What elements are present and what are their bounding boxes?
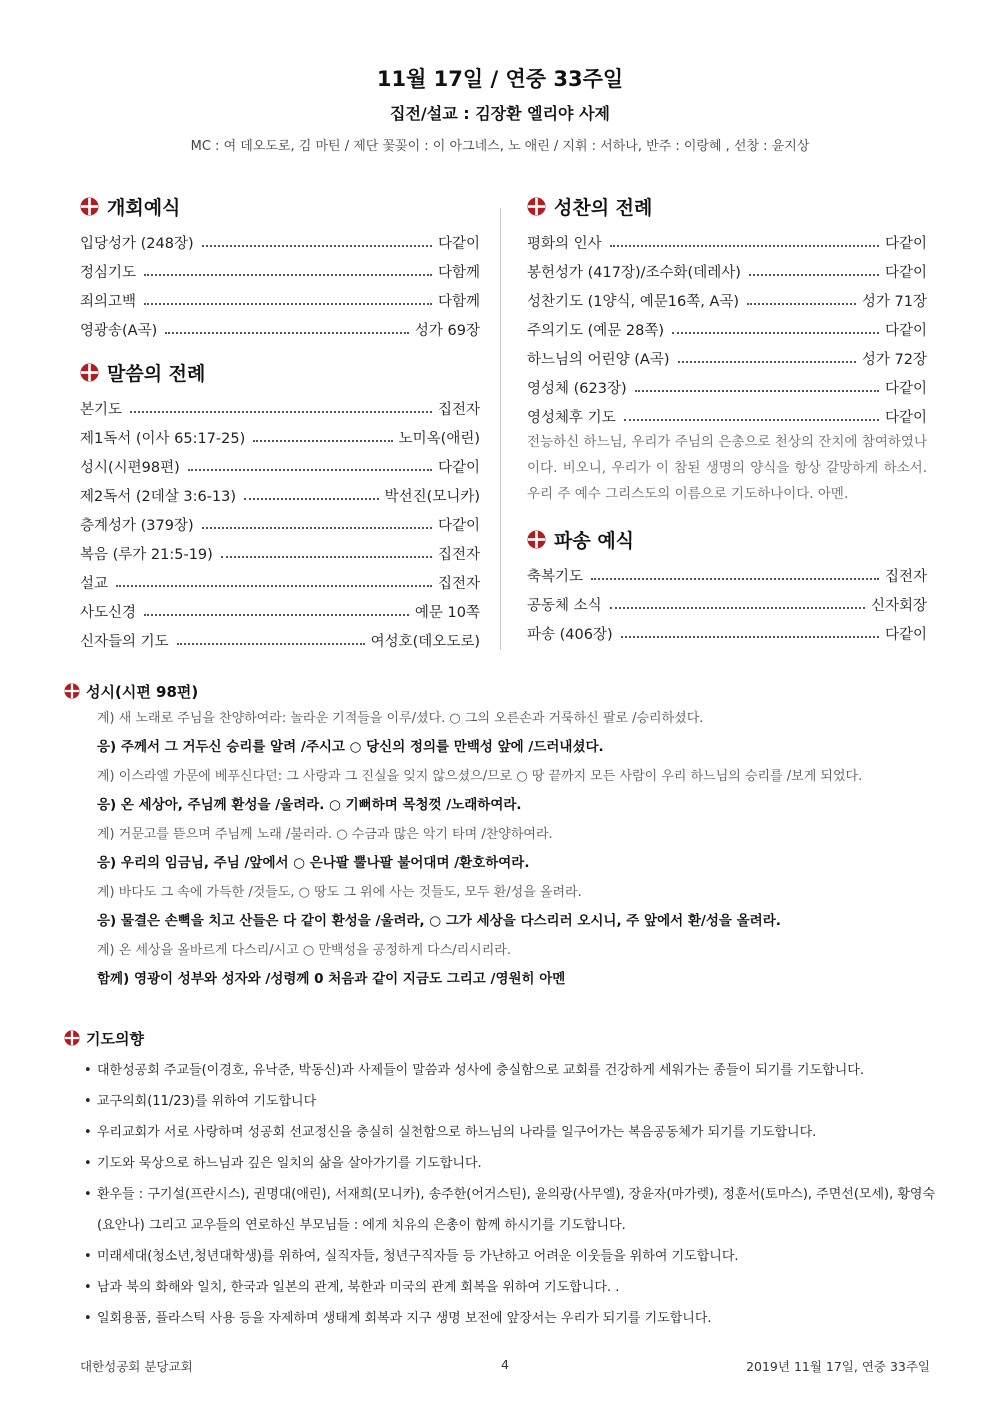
right-column (527, 188, 927, 644)
item-performer: 예문 10쪽 (414, 605, 480, 621)
intentions-heading (64, 1025, 936, 1051)
celebrant-line: 집전/설교 : 김장환 엘리야 사제 (390, 104, 610, 123)
psalm-verse-line: 계) 새 노래로 주님을 찬양하여라: 놀라운 기적들을 이루/셨다. ○ 그의 오른손과 거룩하신 팔로 /승리하셨다. (97, 711, 704, 726)
section-title: 파송 예식 (554, 529, 635, 552)
item-name: 성시(시편98편) (80, 460, 180, 476)
cross-icon (527, 197, 546, 216)
item-name: 층계성가 (379장) (80, 518, 194, 534)
item-name: 입당성가 (248장) (80, 236, 194, 252)
item-name: 영광송(A곡) (80, 323, 158, 339)
dot-leader (253, 440, 392, 442)
section-gap (527, 507, 927, 521)
dot-leader (635, 390, 879, 392)
item-performer: 성가 69장 (414, 323, 480, 339)
liturgy-item (527, 557, 927, 586)
section-heading (527, 521, 927, 557)
footer-church: 대한성공회 분당교회 (80, 1359, 193, 1374)
section-title: 성찬의 전례 (554, 196, 653, 219)
item-performer: 다같이 (884, 381, 927, 397)
item-performer: 여성호(데오도로) (370, 634, 480, 650)
section-title: 개회예식 (107, 196, 181, 219)
liturgy-item (527, 398, 927, 427)
dot-leader (144, 274, 432, 276)
intentions-title: 기도의향 (86, 1029, 144, 1048)
item-name: 영성체후 기도 (527, 410, 616, 426)
liturgy-item (80, 448, 480, 477)
item-performer: 노미옥(애린) (398, 431, 480, 447)
item-name: 복음 (루가 21:5-19) (80, 547, 213, 563)
intention-item: • 환우들 : 구기설(프란시스), 권명대(애린), 서재희(모니카), 송주한(어거스틴), 윤의광(사무엘), 장윤자(마가렛), 정훈서(토마스), 주면선(모세), 황영숙(요안나) 그리고 교우들의 연로하신 부모님들 : 에게 치유의 은총이 함께 하시기를 기도합니다. (84, 1179, 936, 1241)
liturgy-item (80, 224, 480, 253)
liturgy-item (80, 535, 480, 564)
psalm-response-line: 응) 우리의 임금님, 주님 /앞에서 ○ 은나팔 뿔나팔 불어대며 /환호하여라. (97, 855, 530, 871)
item-name: 정심기도 (80, 265, 137, 281)
item-name: 파송 (406장) (527, 627, 613, 643)
item-performer: 집전자 (437, 576, 480, 592)
item-name: 신자들의 기도 (80, 634, 169, 650)
liturgy-item (527, 311, 927, 340)
dot-leader (678, 361, 856, 363)
item-name: 공동체 소식 (527, 598, 602, 614)
liturgy-item (80, 593, 480, 622)
item-name: 축복기도 (527, 569, 584, 585)
item-name: 봉헌성가 (417장)/조수화(데레사) (527, 265, 741, 281)
intention-item: • 우리교회가 서로 사랑하며 성공회 선교정신을 충실히 실천함으로 하느님의 나라를 일구어가는 복음공동체가 되기를 기도합니다. (84, 1117, 936, 1148)
item-performer: 성가 72장 (861, 352, 927, 368)
liturgy-item (80, 419, 480, 448)
item-performer: 다같이 (884, 236, 927, 252)
cross-icon (64, 683, 80, 699)
psalm-verse-line: 계) 온 세상을 올바르게 다스리/시고 ○ 만백성을 공정하게 다스/리시리라. (97, 943, 511, 958)
item-performer: 박선진(모니카) (384, 489, 480, 505)
liturgy-item (80, 311, 480, 340)
item-name: 주의기도 (예문 28쪽) (527, 323, 665, 339)
liturgy-item (527, 615, 927, 644)
cross-icon (80, 363, 99, 382)
liturgy-item (80, 390, 480, 419)
item-name: 설교 (80, 576, 109, 592)
dot-leader (749, 274, 879, 276)
item-performer: 다같이 (884, 323, 927, 339)
psalm-verse-line: 계) 거문고를 뜯으며 주님께 노래 /불러라. ○ 수금과 많은 악기 타며 /찬양하여라. (97, 827, 553, 842)
item-performer: 성가 71장 (861, 294, 927, 310)
cross-icon (80, 197, 99, 216)
liturgy-item (80, 622, 480, 651)
item-name: 죄의고백 (80, 294, 137, 310)
dot-leader (221, 556, 432, 558)
psalm-verse-line: 계) 바다도 그 속에 가득한 /것들도, ○ 땅도 그 위에 사는 것들도, 모두 환/성을 올려라. (97, 885, 582, 900)
section-title: 말씀의 전례 (107, 362, 206, 385)
psalm-lines (64, 704, 934, 994)
liturgy-item (527, 282, 927, 311)
dot-leader (130, 411, 432, 413)
item-name: 본기도 (80, 402, 123, 418)
psalm-heading (64, 678, 934, 704)
liturgy-item (527, 369, 927, 398)
page-title: 11월 17일 / 연중 33주일 (376, 67, 624, 91)
intentions-list (64, 1055, 936, 1334)
dot-leader (202, 245, 432, 247)
psalm-response-line: 응) 온 세상아, 주님께 환성을 /울려라. ○ 기뻐하며 목청껏 /노래하여라. (97, 797, 522, 813)
dot-leader (610, 245, 879, 247)
item-performer: 신자회장 (870, 598, 927, 614)
dot-leader (621, 636, 879, 638)
psalm-response-line: 응) 물결은 손뼉을 치고 산들은 다 같이 환성을 /울려라, ○ 그가 세상을 다스리러 오시니, 주 앞에서 환/성을 올려라. (97, 913, 781, 929)
item-name: 하느님의 어린양 (A곡) (527, 352, 670, 368)
liturgy-item (527, 224, 927, 253)
dot-leader (591, 578, 879, 580)
item-performer: 다같이 (884, 410, 927, 426)
item-performer: 집전자 (437, 547, 480, 563)
item-name: 성찬기도 (1양식, 예문16쪽, A곡) (527, 294, 740, 310)
liturgy-item (80, 253, 480, 282)
item-name: 제2독서 (2데살 3:6-13) (80, 489, 237, 505)
page-header (0, 64, 1000, 157)
post-communion-prayer: 전능하신 하느님, 우리가 주님의 은총으로 천상의 잔치에 참여하였나이다. 비오니, 우리가 이 참된 생명의 양식을 항상 갈망하게 하소서. 우리 주 예수 그리스도의 이름으로 기도하나이다. 아멘. (527, 434, 927, 502)
item-performer: 다같이 (884, 265, 927, 281)
cross-icon (64, 1030, 80, 1046)
dot-leader (672, 332, 879, 334)
psalm-title: 성시(시편 98편) (86, 682, 199, 701)
item-name: 영성체 (623장) (527, 381, 627, 397)
liturgy-item (80, 477, 480, 506)
item-performer: 다같이 (884, 627, 927, 643)
item-name: 제1독서 (이사 65:17-25) (80, 431, 246, 447)
intention-item: • 남과 북의 화해와 일치, 한국과 일본의 관계, 북한과 미국의 관계 회복을 위하여 기도합니다. . (84, 1272, 936, 1303)
intention-item: • 일회용품, 플라스틱 사용 등을 자제하며 생태계 회복과 지구 생명 보전에 앞장서는 우리가 되기를 기도합니다. (84, 1303, 936, 1334)
dot-leader (188, 469, 432, 471)
item-name: 평화의 인사 (527, 236, 602, 252)
dot-leader (610, 607, 865, 609)
dot-leader (165, 332, 409, 334)
page-footer (80, 1357, 930, 1377)
section-heading (80, 354, 480, 390)
liturgy-item (527, 253, 927, 282)
section-gap (80, 340, 480, 354)
item-performer: 다함께 (437, 294, 480, 310)
liturgy-item (80, 282, 480, 311)
dot-leader (144, 614, 409, 616)
dot-leader (747, 303, 856, 305)
psalm-section (64, 678, 934, 994)
intention-item: • 기도와 묵상으로 하느님과 깊은 일치의 삶을 살아가기를 기도합니다. (84, 1148, 936, 1179)
item-performer: 집전자 (437, 402, 480, 418)
psalm-verse-line: 계) 이스라엘 가문에 베푸신다던: 그 사랑과 그 진실을 잊지 않으셨으/므로 ○ 땅 끝까지 모든 사람이 우리 하느님의 승리를 /보게 되었다. (97, 769, 863, 784)
liturgy-item (527, 340, 927, 369)
dot-leader (202, 527, 432, 529)
dot-leader (116, 585, 432, 587)
item-performer: 집전자 (884, 569, 927, 585)
section-heading (527, 188, 927, 224)
column-divider (500, 208, 501, 650)
psalm-response-line: 응) 주께서 그 거두신 승리를 알려 /주시고 ○ 당신의 정의를 만백성 앞에 /드러내셨다. (97, 739, 604, 755)
liturgy-item (527, 586, 927, 615)
footer-date: 2019년 11월 17일, 연중 33주일 (746, 1359, 930, 1374)
item-performer: 다같이 (437, 460, 480, 476)
psalm-response-line: 함께) 영광이 성부와 성자와 /성령께 0 처음과 같이 지금도 그리고 /영원히 아멘 (97, 971, 566, 987)
cross-icon (527, 530, 546, 549)
item-name: 사도신경 (80, 605, 137, 621)
liturgy-item (80, 506, 480, 535)
intention-item: • 미래세대(청소년,청년대학생)를 위하여, 실직자들, 청년구직자들 등 가난하고 어려운 이웃들을 위하여 기도합니다. (84, 1241, 936, 1272)
dot-leader (177, 643, 365, 645)
intention-item: • 교구의회(11/23)를 위하여 기도합니다 (84, 1086, 936, 1117)
item-performer: 다함께 (437, 265, 480, 281)
section-heading (80, 188, 480, 224)
item-performer: 다같이 (437, 518, 480, 534)
intention-item: • 대한성공회 주교들(이경호, 유낙준, 박동신)과 사제들이 말씀과 성사에 충실함으로 교회를 건강하게 세워가는 종들이 되기를 기도합니다. (84, 1055, 936, 1086)
intentions-section (64, 1025, 936, 1334)
dot-leader (144, 303, 432, 305)
item-performer: 다같이 (437, 236, 480, 252)
page-number: 4 (501, 1357, 509, 1372)
dot-leader (244, 498, 379, 500)
left-column (80, 188, 480, 651)
credits-line: MC : 여 데오도로, 김 마틴 / 제단 꽃꽂이 : 이 아그네스, 노 애린 / 지휘 : 서하나, 반주 : 이랑혜 , 선창 : 윤지상 (190, 139, 810, 154)
liturgy-item (80, 564, 480, 593)
dot-leader (624, 419, 879, 421)
